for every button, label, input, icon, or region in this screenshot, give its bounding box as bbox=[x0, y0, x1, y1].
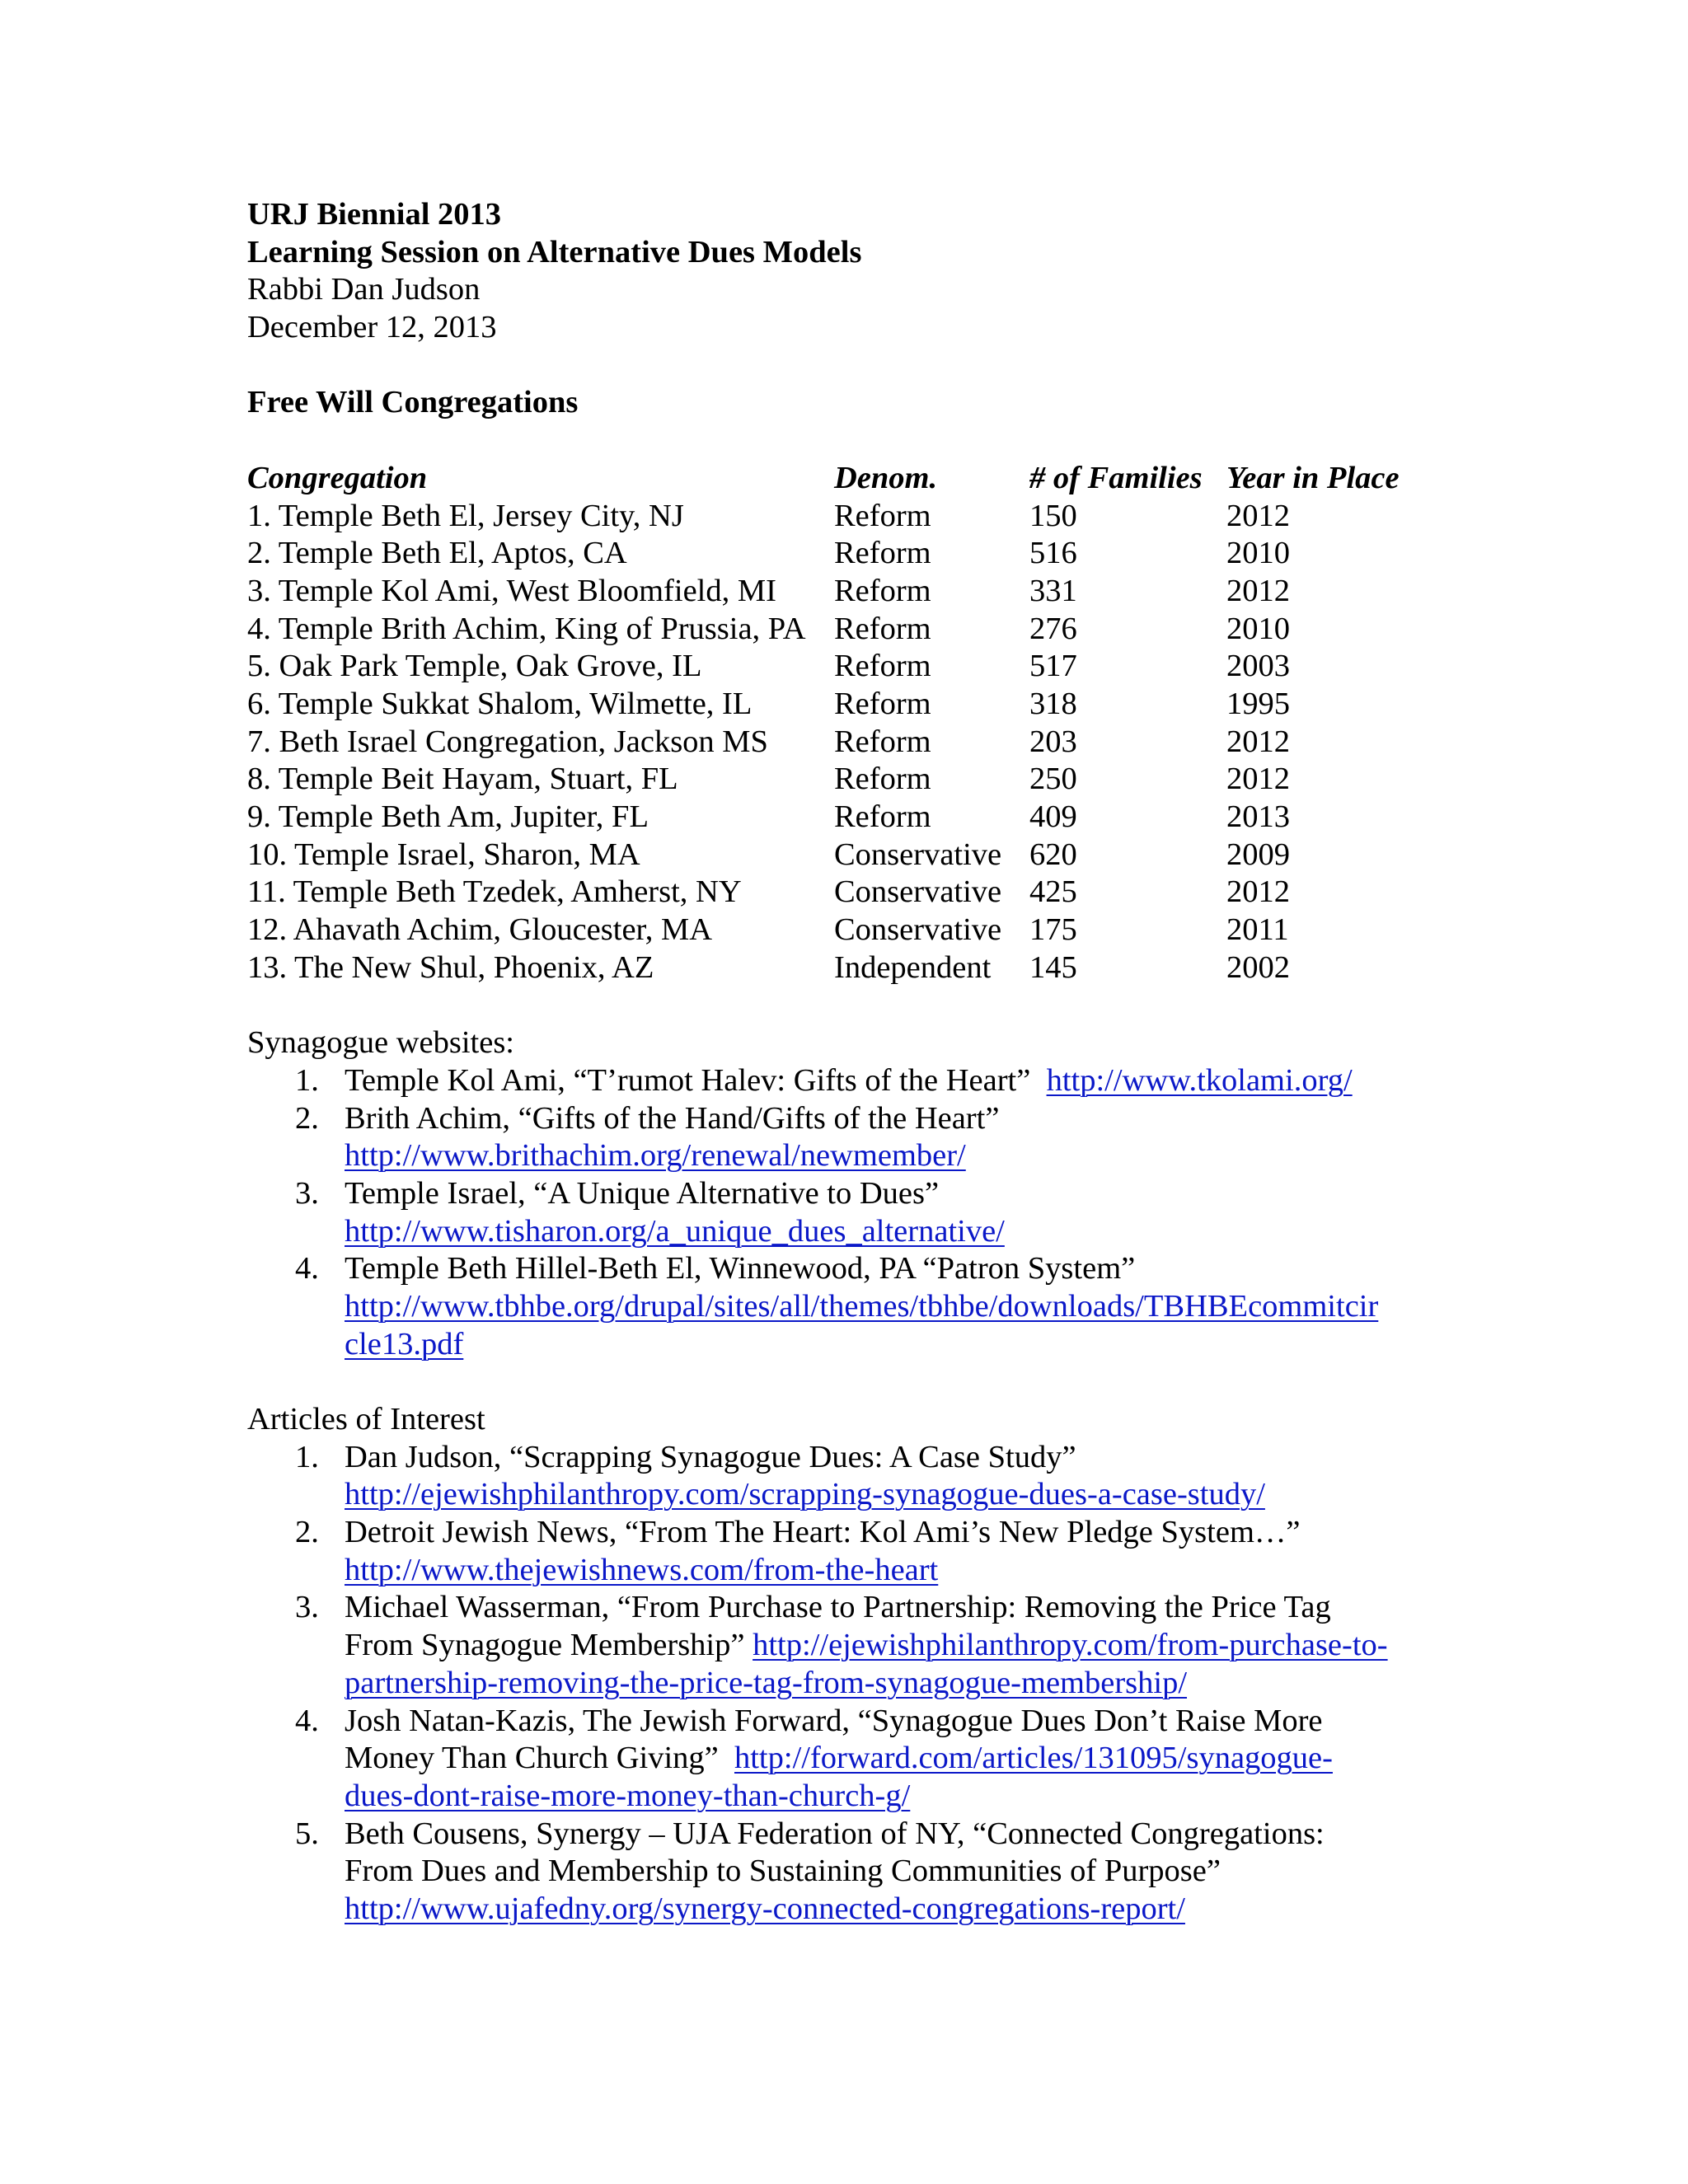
table-row bbox=[247, 724, 1451, 762]
cell-year: 2003 bbox=[1226, 649, 1290, 684]
list-item-text-continued: Money Than Church Giving” bbox=[345, 1741, 719, 1776]
cell-denomination: Reform bbox=[834, 611, 931, 646]
list-item bbox=[247, 1062, 1451, 1100]
list-item-number: 1. bbox=[295, 1062, 319, 1098]
section-title: Free Will Congregations bbox=[247, 385, 579, 420]
cell-year: 2011 bbox=[1226, 912, 1289, 948]
cell-congregation: 1. Temple Beth El, Jersey City, NJ bbox=[247, 498, 684, 533]
cell-congregation: 12. Ahavath Achim, Gloucester, MA bbox=[247, 912, 713, 948]
cell-congregation: 10. Temple Israel, Sharon, MA bbox=[247, 837, 640, 872]
cell-families: 203 bbox=[1029, 724, 1077, 759]
list-item-text: Brith Achim, “Gifts of the Hand/Gifts of the Heart” bbox=[345, 1100, 1000, 1136]
list-item-number: 2. bbox=[295, 1100, 319, 1136]
column-header-denomination: Denom. bbox=[834, 460, 938, 495]
table-row bbox=[247, 573, 1451, 611]
cell-families: 620 bbox=[1029, 837, 1077, 872]
table-row bbox=[247, 761, 1451, 799]
list-item-text: Temple Beth Hillel-Beth El, Winnewood, PA “Patron System” bbox=[345, 1251, 1136, 1286]
list-item-number: 4. bbox=[295, 1703, 319, 1738]
cell-families: 409 bbox=[1029, 799, 1077, 834]
cell-congregation: 8. Temple Beit Hayam, Stuart, FL bbox=[247, 762, 678, 797]
list-item-number: 4. bbox=[295, 1251, 319, 1286]
table-row bbox=[247, 874, 1451, 912]
cell-congregation: 9. Temple Beth Am, Jupiter, FL bbox=[247, 799, 649, 834]
table-row bbox=[247, 535, 1451, 573]
cell-denomination: Reform bbox=[834, 536, 931, 571]
list-item-number: 2. bbox=[295, 1515, 319, 1550]
cell-year: 2012 bbox=[1226, 874, 1290, 910]
document-body bbox=[247, 196, 1451, 1929]
cell-families: 318 bbox=[1029, 686, 1077, 721]
articles-list bbox=[247, 1439, 1451, 1929]
cell-denomination: Reform bbox=[834, 799, 931, 834]
article-link[interactable]: http://www.ujafedny.org/synergy-connected-congregations-report/ bbox=[345, 1891, 1185, 1926]
table-row bbox=[247, 611, 1451, 649]
article-link[interactable]: http://www.thejewishnews.com/from-the-heart bbox=[345, 1552, 939, 1587]
list-item-text-continued: From Synagogue Membership” bbox=[345, 1628, 745, 1663]
website-link[interactable]: http://www.tbhbe.org/drupal/sites/all/themes/tbhbe/downloads/TBHBEcommitcir bbox=[345, 1288, 1379, 1324]
cell-year: 2013 bbox=[1226, 799, 1290, 834]
article-link[interactable]: http://forward.com/articles/131095/synagogue- bbox=[734, 1741, 1333, 1776]
document-author: Rabbi Dan Judson bbox=[247, 272, 481, 307]
article-link-continued[interactable]: partnership-removing-the-price-tag-from-synagogue-membership/ bbox=[345, 1665, 1188, 1700]
cell-denomination: Reform bbox=[834, 573, 931, 608]
congregations-table bbox=[247, 460, 1451, 987]
list-item-text: Michael Wasserman, “From Purchase to Partnership: Removing the Price Tag bbox=[345, 1590, 1331, 1625]
article-link[interactable]: http://ejewishphilanthropy.com/from-purchase-to- bbox=[753, 1628, 1388, 1663]
cell-year: 2012 bbox=[1226, 724, 1290, 759]
list-item bbox=[247, 1175, 1451, 1250]
list-item-text: Josh Natan-Kazis, The Jewish Forward, “Synagogue Dues Don’t Raise More bbox=[345, 1703, 1323, 1738]
cell-year: 2012 bbox=[1226, 762, 1290, 797]
column-header-year: Year in Place bbox=[1226, 460, 1400, 495]
cell-year: 2010 bbox=[1226, 536, 1290, 571]
cell-denomination: Conservative bbox=[834, 874, 1002, 910]
cell-families: 425 bbox=[1029, 874, 1077, 910]
cell-congregation: 11. Temple Beth Tzedek, Amherst, NY bbox=[247, 874, 742, 910]
website-link[interactable]: http://www.brithachim.org/renewal/newmember/ bbox=[345, 1138, 966, 1174]
cell-congregation: 13. The New Shul, Phoenix, AZ bbox=[247, 949, 654, 985]
cell-families: 175 bbox=[1029, 912, 1077, 948]
list-item-text: Temple Israel, “A Unique Alternative to Dues” bbox=[345, 1175, 940, 1211]
document-subtitle: Learning Session on Alternative Dues Models bbox=[247, 234, 862, 269]
cell-denomination: Reform bbox=[834, 686, 931, 721]
list-item-text: Detroit Jewish News, “From The Heart: Kol Ami’s New Pledge System…” bbox=[345, 1515, 1301, 1550]
column-header-families: # of Families bbox=[1029, 460, 1203, 495]
cell-year: 2012 bbox=[1226, 498, 1290, 533]
list-item-number: 3. bbox=[295, 1175, 319, 1211]
cell-families: 150 bbox=[1029, 498, 1077, 533]
table-row bbox=[247, 686, 1451, 724]
document-title: URJ Biennial 2013 bbox=[247, 197, 502, 232]
cell-families: 276 bbox=[1029, 611, 1077, 646]
cell-congregation: 7. Beth Israel Congregation, Jackson MS bbox=[247, 724, 768, 759]
article-link-continued[interactable]: dues-dont-raise-more-money-than-church-g/ bbox=[345, 1778, 911, 1813]
cell-denomination: Conservative bbox=[834, 837, 1002, 872]
cell-congregation: 2. Temple Beth El, Aptos, CA bbox=[247, 536, 627, 571]
cell-year: 2012 bbox=[1226, 573, 1290, 608]
articles-heading: Articles of Interest bbox=[247, 1402, 485, 1436]
website-link-continued[interactable]: cle13.pdf bbox=[345, 1326, 464, 1361]
cell-families: 516 bbox=[1029, 536, 1077, 571]
website-link[interactable]: http://www.tkolami.org/ bbox=[1046, 1062, 1353, 1098]
cell-year: 2009 bbox=[1226, 837, 1290, 872]
cell-families: 145 bbox=[1029, 949, 1077, 985]
cell-denomination: Conservative bbox=[834, 912, 1002, 948]
cell-denomination: Independent bbox=[834, 949, 992, 985]
cell-denomination: Reform bbox=[834, 649, 931, 684]
list-item-number: 1. bbox=[295, 1439, 319, 1474]
list-item bbox=[247, 1439, 1451, 1514]
table-row bbox=[247, 949, 1451, 987]
websites-list bbox=[247, 1062, 1451, 1364]
websites-heading: Synagogue websites: bbox=[247, 1025, 514, 1061]
website-link[interactable]: http://www.tisharon.org/a_unique_dues_alternative/ bbox=[345, 1213, 1005, 1249]
cell-families: 517 bbox=[1029, 649, 1077, 684]
list-item bbox=[247, 1514, 1451, 1589]
cell-congregation: 4. Temple Brith Achim, King of Prussia, PA bbox=[247, 611, 806, 646]
cell-year: 1995 bbox=[1226, 686, 1290, 721]
list-item-number: 3. bbox=[295, 1590, 319, 1625]
cell-congregation: 5. Oak Park Temple, Oak Grove, IL bbox=[247, 649, 702, 684]
column-header-congregation: Congregation bbox=[247, 460, 428, 495]
list-item-text: Beth Cousens, Synergy – UJA Federation of NY, “Connected Congregations: bbox=[345, 1816, 1325, 1851]
cell-congregation: 3. Temple Kol Ami, West Bloomfield, MI bbox=[247, 573, 776, 608]
cell-denomination: Reform bbox=[834, 498, 931, 533]
cell-families: 250 bbox=[1029, 762, 1077, 797]
list-item bbox=[247, 1100, 1451, 1175]
list-item bbox=[247, 1816, 1451, 1929]
document-date: December 12, 2013 bbox=[247, 310, 497, 345]
article-link[interactable]: http://ejewishphilanthropy.com/scrapping-synagogue-dues-a-case-study/ bbox=[345, 1477, 1265, 1512]
list-item bbox=[247, 1250, 1451, 1363]
list-item-text: Dan Judson, “Scrapping Synagogue Dues: A Case Study” bbox=[345, 1439, 1076, 1474]
cell-congregation: 6. Temple Sukkat Shalom, Wilmette, IL bbox=[247, 686, 753, 721]
table-row bbox=[247, 799, 1451, 837]
list-item-text-continued: From Dues and Membership to Sustaining Communities of Purpose” bbox=[345, 1854, 1221, 1889]
list-item-number: 5. bbox=[295, 1816, 319, 1851]
cell-year: 2002 bbox=[1226, 949, 1290, 985]
cell-denomination: Reform bbox=[834, 762, 931, 797]
table-header bbox=[247, 460, 1451, 498]
cell-families: 331 bbox=[1029, 573, 1077, 608]
list-item-text: Temple Kol Ami, “T’rumot Halev: Gifts of the Heart” bbox=[345, 1062, 1031, 1098]
table-row bbox=[247, 837, 1451, 874]
list-item bbox=[247, 1703, 1451, 1816]
table-row bbox=[247, 498, 1451, 536]
table-row bbox=[247, 912, 1451, 949]
table-row bbox=[247, 648, 1451, 686]
cell-denomination: Reform bbox=[834, 724, 931, 759]
cell-year: 2010 bbox=[1226, 611, 1290, 646]
list-item bbox=[247, 1589, 1451, 1702]
